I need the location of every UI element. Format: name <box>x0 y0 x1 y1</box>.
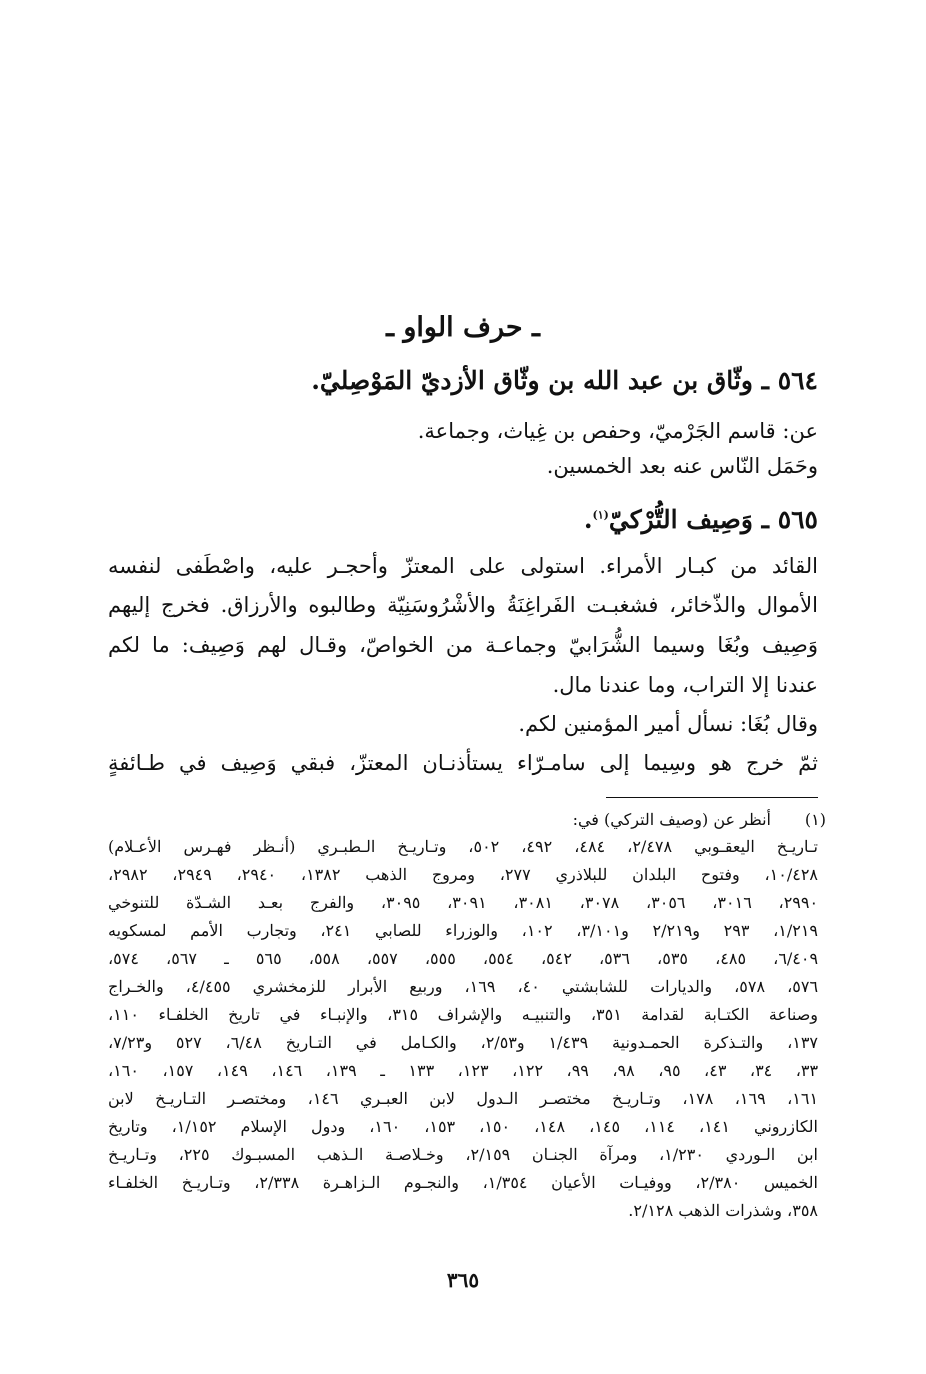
entry-565-line: ثمّ خرج هو وسِيما إلى سامـرّاء يستأذنـان المعتزّ، فبقي وَصِيف في طـائفةٍ <box>108 751 818 775</box>
entry-565-title-end: . <box>583 505 593 534</box>
footnote-line: ٦/٤٠٩، ٤٨٥، ٥٣٥، ٥٣٦، ٥٤٢، ٥٥٤، ٥٥٥، ٥٥٧، ٥٥٨، ٥٦٥ ـ ٥٦٧، ٥٧٤، <box>108 949 819 968</box>
footnote-line: تـاريـخ اليعقـوبي ٢/٤٧٨، ٤٨٤، ٤٩٢، ٥٠٢، وتـاريـخ الـطبـري (أنـظر فهـرس الأعـلام) <box>108 837 819 856</box>
footnote-line: وصناعة الكتـابة لقدامة ٣٥١، والتنبيـه والإشراف ٣١٥، والإنبـاء في تاريخ الخلفـاء ١١٠، <box>108 1005 819 1024</box>
entry-565-line: عندنا إلا التراب، وما عندنا مال. <box>552 673 818 697</box>
entry-565-line: وَصِيف وبُغَا وسيما الشُّرَابيّ وجماعـة من الخواصّ، وقـال لهم وَصِيف: ما لكم <box>108 633 818 657</box>
footnote-marker: (١) <box>804 810 826 829</box>
footnote-divider <box>606 797 818 798</box>
footnote-heading: أنظر عن (وصيف التركي) في: <box>572 810 771 829</box>
footnote-line: ابن الـوردي ١/٢٣٠، ومرآة الجنـان ٢/١٥٩، وخـلاصـة الـذهب المسبـوك ٢٢٥، وتـاريـخ <box>108 1145 819 1164</box>
footnote-line: ٥٧٦، ٥٧٨، والديارات للشابشتي ٤٠، ١٦٩، وربيع الأبرار للزمخشري ٤/٤٥٥، والخـراج <box>108 977 819 996</box>
entry-564-line: عن: قاسم الجَرْميّ، وحفص بن غِياث، وجماعة. <box>417 419 818 443</box>
entry-565-title <box>584 505 818 534</box>
footnote-line: ٣٣، ٣٤، ٤٣، ٩٥، ٩٨، ٩٩، ١٢٢، ١٢٣، ١٣٣ ـ ١٣٩، ١٤٦، ١٤٩، ١٥٧، ١٦٠، <box>108 1061 819 1080</box>
entry-565-title-text: ٥٦٥ ـ وَصِيف التُّرْكيّ <box>608 505 818 534</box>
section-heading: ـ حرف الواو ـ <box>386 312 540 343</box>
footnote-line: الكازروني ١٤١، ١١٤، ١٤٥، ١٤٨، ١٥٠، ١٥٣، ١٦٠، ودول الإسلام ١/١٥٢، وتاريخ <box>108 1117 819 1136</box>
page-number: ٣٦٥ <box>446 1268 480 1292</box>
entry-564-line: وحَمَل النّاس عنه بعد الخمسين. <box>546 454 818 478</box>
entry-565-line: القائد من كبـار الأمراء. استولى على المعتزّ وأحجـر عليه، واصْطَفى لنفسه <box>108 554 818 578</box>
footnote-line: ١٠/٤٢٨، وفتوح البلدان للبلاذري ٢٧٧، ومروج الذهب ١٣٨٢، ٢٩٤٠، ٢٩٤٩، ٢٩٨٢، <box>108 865 819 884</box>
footnote-line: ٢٩٩٠، ٣٠١٦، ٣٠٥٦، ٣٠٧٨، ٣٠٨١، ٣٠٩١، ٣٠٩٥، والفرج بعـد الشـدّة للتنوخي <box>108 893 819 912</box>
footnote-line: ١٦١، ١٦٩، ١٧٨، وتـاريـخ مختصـر الـدول لابن العبـري ١٤٦، ومختصـر التـاريـخ لابن <box>108 1089 819 1108</box>
footnote-line: ١/٢١٩، ٢٩٣ و٢/٢١٩ و٣/١٠١، ١٠٢، والوزراء للصابي ٢٤١، وتجارب الأمم لمسكويه <box>108 921 818 940</box>
entry-565-line: الأموال والذّخائر، فشغبـت الفَراغِنَةُ والأشْرُوسَنِيّة وطالبوه والأرزاق. فخرج إليهم <box>108 593 818 617</box>
footnote-line: ٣٥٨، وشذرات الذهب ٢/١٢٨. <box>628 1201 818 1220</box>
footnote-line: ١٣٧، والتـذكرة الحمـدونية ١/٤٣٩ و٢/٥٣، والكـامل في التـاريخ ٦/٤٨، ٥٢٧ و٧/٢٣، <box>108 1033 819 1052</box>
entry-565-line: وقال بُغَا: نسأل أمير المؤمنين لكم. <box>518 712 818 736</box>
entry-564-title: ٥٦٤ ـ وثّاق بن عبد الله بن وثّاق الأزديّ المَوْصِليّ. <box>311 366 818 395</box>
footnote-line: الخميس ٢/٣٨٠، ووفيـات الأعيان ١/٣٥٤، والنجـوم الـزاهـرة ٢/٣٣٨، وتـاريـخ الخلفـاء <box>108 1173 818 1192</box>
footnote-reference: (١) <box>592 508 609 522</box>
